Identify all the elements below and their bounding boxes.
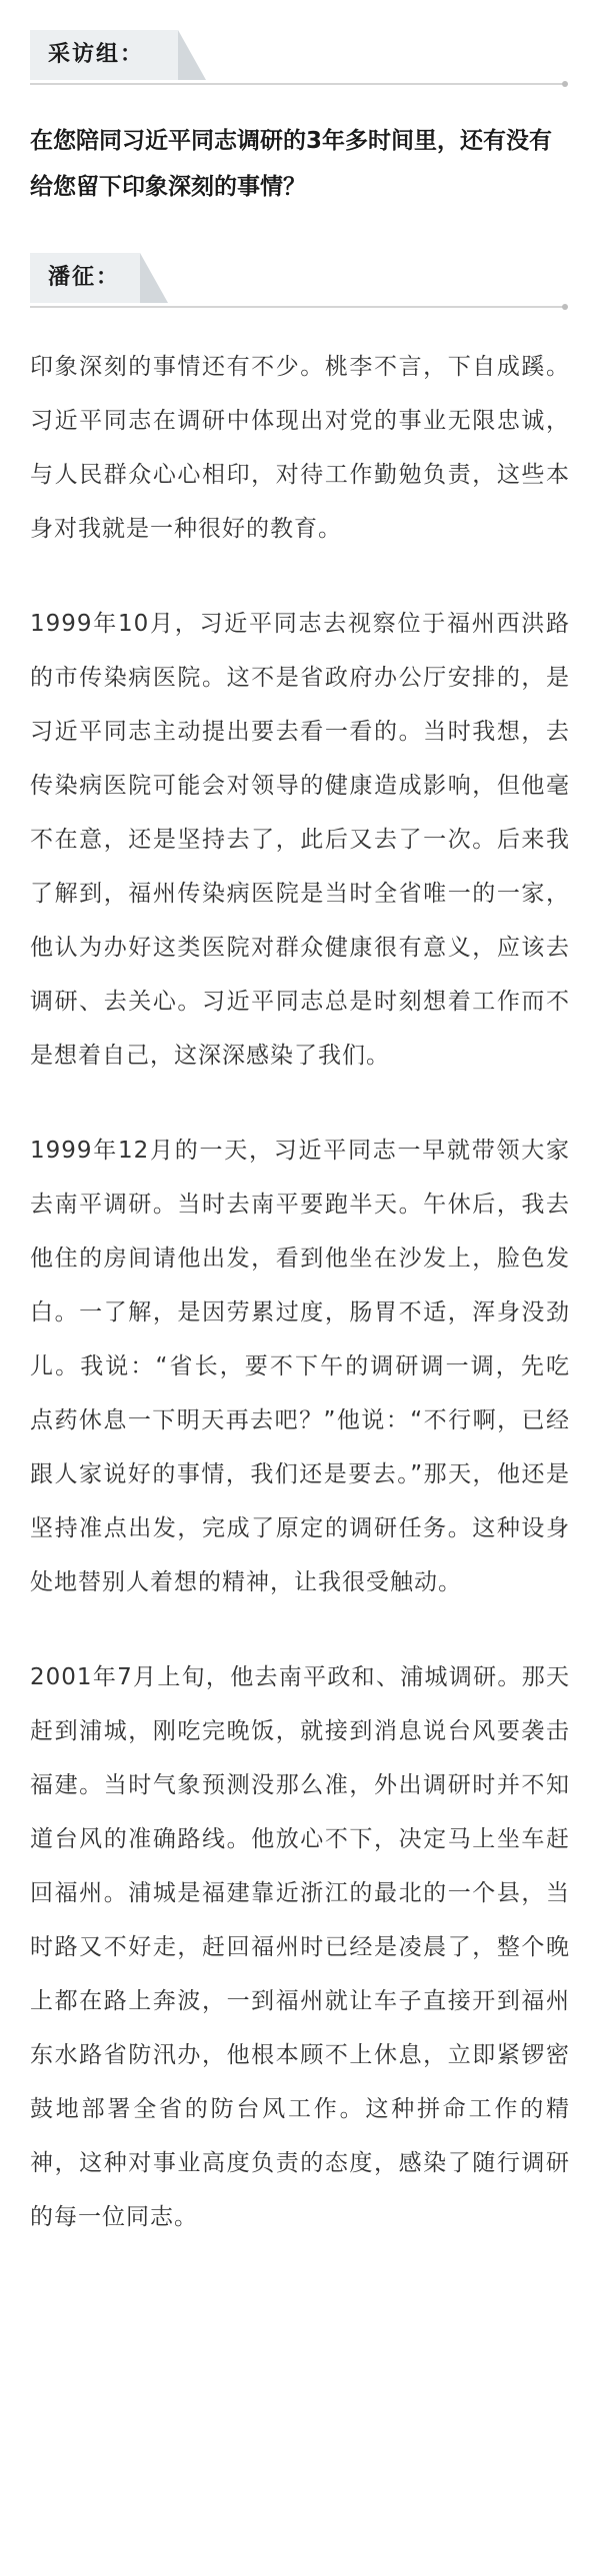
divider-end-dot bbox=[562, 81, 568, 87]
answer-paragraph: 印象深刻的事情还有不少。桃李不言，下自成蹊。习近平同志在调研中体现出对党的事业无限忠诚，与人民群众心心相印，对待工作勤勉负责，这些本身对我就是一种很好的教育。 bbox=[30, 354, 570, 542]
tag-fold-decoration bbox=[140, 253, 168, 303]
respondent-label: 潘征： bbox=[48, 265, 121, 290]
interviewer-label: 采访组： bbox=[48, 42, 145, 67]
header-divider bbox=[30, 83, 566, 85]
answer-body bbox=[30, 340, 570, 2285]
header-divider bbox=[30, 306, 566, 308]
answer-paragraph: 1999年12月的一天，习近平同志一早就带领大家去南平调研。当时去南平要跑半天。午休后，我去他住的房间请他出发，看到他坐在沙发上，脸色发白。一了解，是因劳累过度，肠胃不适，浑身没劲儿。我说：“省长，要不下午的调研调一调，先吃点药休息一下明天再去吧？”他说：“不行啊，已经跟人家说好的事情，我们还是要去。”那天，他还是坚持准点出发，完成了原定的调研任务。这种设身处地替别人着想的精神，让我很受触动。 bbox=[30, 1138, 570, 1595]
divider-end-dot bbox=[562, 304, 568, 310]
answer-paragraph: 2001年7月上旬，他去南平政和、浦城调研。那天赶到浦城，刚吃完晚饭，就接到消息说台风要袭击福建。当时气象预测没那么准，外出调研时并不知道台风的准确路线。他放心不下，决定马上坐车赶回福州。浦城是福建靠近浙江的最北的一个县，当时路又不好走，赶回福州时已经是凌晨了，整个晚上都在路上奔波，一到福州就让车子直接开到福州东水路省防汛办，他根本顾不上休息，立即紧锣密鼓地部署全省的防台风工作。这种拼命工作的精神，这种对事业高度负责的态度，感染了随行调研的每一位同志。 bbox=[30, 1664, 570, 2230]
answer-paragraph: 1999年10月，习近平同志去视察位于福州西洪路的市传染病医院。这不是省政府办公厅安排的，是习近平同志主动提出要去看一看的。当时我想，去传染病医院可能会对领导的健康造成影响，但他毫不在意，还是坚持去了，此后又去了一次。后来我了解到，福州传染病医院是当时全省唯一的一家，他认为办好这类医院对群众健康很有意义，应该去调研、去关心。习近平同志总是时刻想着工作而不是想着自己，这深深感染了我们。 bbox=[30, 611, 570, 1069]
respondent-header bbox=[30, 253, 570, 313]
tag-fold-decoration bbox=[178, 30, 206, 80]
interviewer-header bbox=[30, 30, 570, 90]
question-text: 在您陪同习近平同志调研的3年多时间里，还有没有给您留下印象深刻的事情？ bbox=[30, 128, 553, 200]
